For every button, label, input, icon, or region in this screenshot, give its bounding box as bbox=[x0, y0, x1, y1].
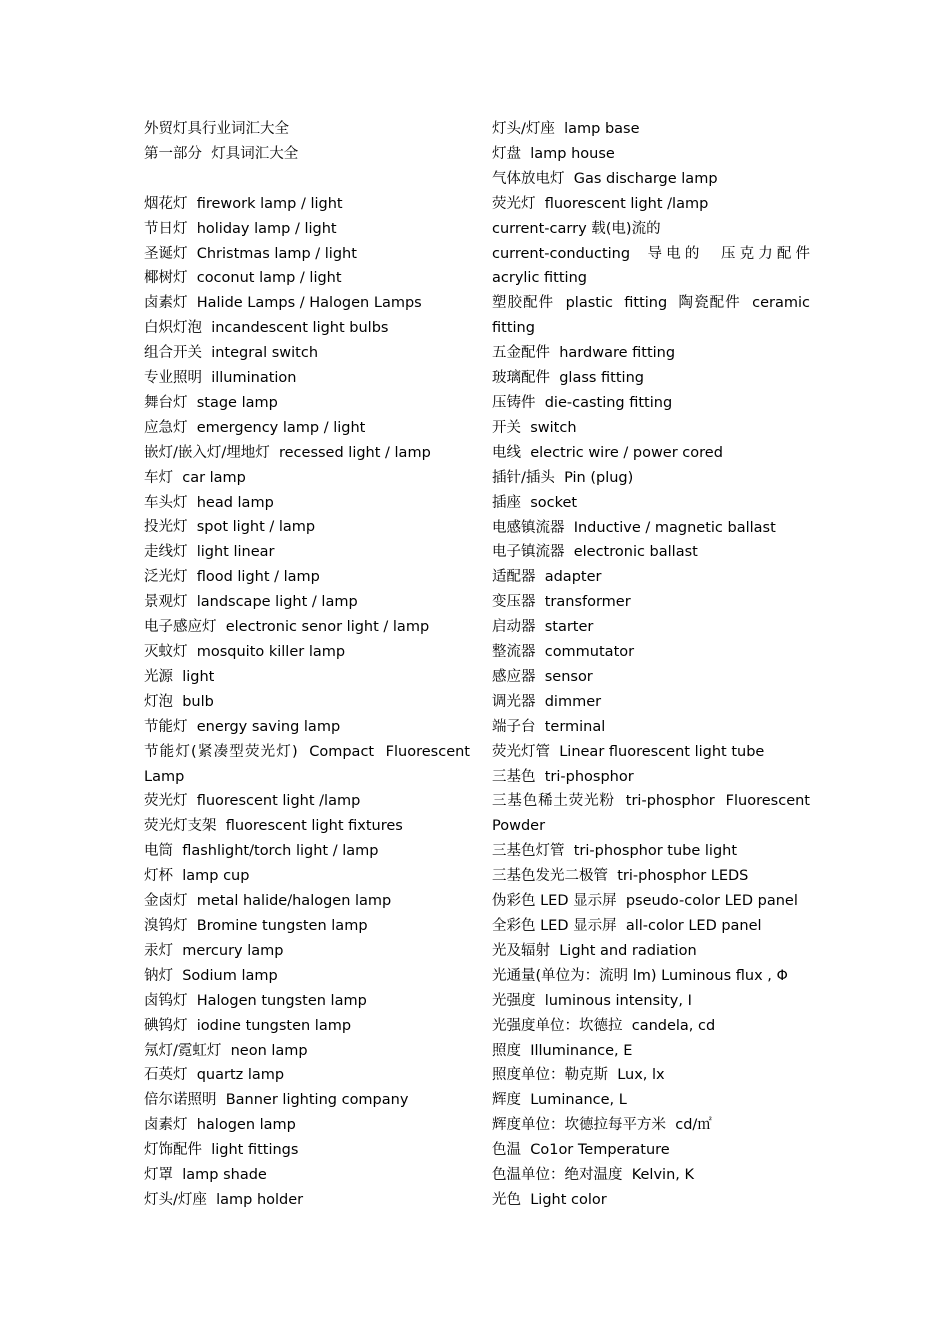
text-line: 插座 socket bbox=[492, 494, 578, 511]
left-column bbox=[144, 117, 470, 1213]
text-line: 车灯 car lamp bbox=[144, 469, 246, 486]
text-line: 光色 Light color bbox=[492, 1191, 607, 1208]
text-line: 节能灯 energy saving lamp bbox=[144, 718, 341, 735]
text-line: 插针/插头 Pin (plug) bbox=[492, 469, 634, 486]
text-line: 光源 light bbox=[144, 668, 215, 685]
text-line: 灯泡 bulb bbox=[144, 693, 214, 710]
text-line: 灭蚊灯 mosquito killer lamp bbox=[144, 644, 346, 661]
text-line: 整流器 commutator bbox=[492, 644, 635, 661]
blank-line bbox=[144, 167, 470, 192]
text-line: 电筒 flashlight/torch light / lamp bbox=[144, 843, 379, 860]
text-line: 压铸件 die-casting fitting bbox=[492, 394, 673, 411]
text-line: 感应器 sensor bbox=[492, 668, 593, 685]
text-line: 碘钨灯 iodine tungsten lamp bbox=[144, 1017, 352, 1034]
text-line: current-carry 载(电)流的 bbox=[492, 220, 661, 237]
text-line: current-conducting 导电的 压克力配件 bbox=[492, 245, 810, 262]
text-line: 三基色 tri-phosphor bbox=[492, 768, 634, 785]
text-line: 组合开关 integral switch bbox=[144, 345, 319, 362]
text-line: 开关 switch bbox=[492, 419, 577, 436]
text-line: 适配器 adapter bbox=[492, 569, 602, 586]
text-line: 氖灯/霓虹灯 neon lamp bbox=[144, 1042, 308, 1059]
text-line: 外贸灯具行业词汇大全 bbox=[144, 121, 289, 137]
text-line: 光强度单位：坎德拉 candela, cd bbox=[492, 1017, 716, 1034]
text-line: 车头灯 head lamp bbox=[144, 494, 274, 511]
text-line: 节日灯 holiday lamp / light bbox=[144, 220, 337, 237]
text-line: 卤素灯 Halide Lamps / Halogen Lamps bbox=[144, 295, 422, 312]
text-line: 色温 Co1or Temperature bbox=[492, 1142, 670, 1159]
text-line: 景观灯 landscape light / lamp bbox=[144, 594, 358, 611]
text-line: 投光灯 spot light / lamp bbox=[144, 519, 316, 536]
text-line: 气体放电灯 Gas discharge lamp bbox=[492, 170, 718, 187]
text-line: 泛光灯 flood light / lamp bbox=[144, 569, 320, 586]
text-line: 伪彩色 LED 显示屏 pseudo-color LED panel bbox=[492, 893, 798, 910]
text-line: 照度 Illuminance, E bbox=[492, 1042, 633, 1059]
text-line: 卤钨灯 Halogen tungsten lamp bbox=[144, 992, 367, 1009]
text-line: 电子镇流器 electronic ballast bbox=[492, 544, 698, 561]
text-line: 第一部分 灯具词汇大全 bbox=[144, 145, 299, 162]
text-line: 嵌灯/嵌入灯/埋地灯 recessed light / lamp bbox=[144, 444, 431, 461]
text-line: 圣诞灯 Christmas lamp / light bbox=[144, 245, 357, 262]
text-line: 汞灯 mercury lamp bbox=[144, 942, 284, 959]
text-line: 辉度 Luminance, L bbox=[492, 1092, 627, 1109]
text-line: 舞台灯 stage lamp bbox=[144, 394, 278, 411]
text-line: 照度单位：勒克斯 Lux, lx bbox=[492, 1067, 665, 1084]
text-line: 荧光灯管 Linear fluorescent light tube bbox=[492, 743, 765, 760]
text-line: 三基色灯管 tri-phosphor tube light bbox=[492, 843, 738, 860]
text-line: 钠灯 Sodium lamp bbox=[144, 967, 278, 984]
text-line: Lamp bbox=[144, 768, 185, 785]
text-line: 玻璃配件 glass fitting bbox=[492, 370, 644, 387]
text-line: 荧光灯 fluorescent light /lamp bbox=[492, 195, 709, 212]
text-line: 光强度 luminous intensity, I bbox=[492, 992, 692, 1009]
text-line: 卤素灯 halogen lamp bbox=[144, 1117, 296, 1134]
text-line: 灯罩 lamp shade bbox=[144, 1167, 267, 1184]
text-line: 辉度单位：坎德拉每平方米 cd/㎡ bbox=[492, 1117, 712, 1134]
text-line: 端子台 terminal bbox=[492, 718, 606, 735]
text-line: 灯盘 lamp house bbox=[492, 145, 615, 162]
text-line: 全彩色 LED 显示屏 all-color LED panel bbox=[492, 918, 762, 934]
text-line: 倍尔诺照明 Banner lighting company bbox=[144, 1092, 409, 1109]
text-line: Powder bbox=[492, 818, 546, 835]
text-line: 启动器 starter bbox=[492, 619, 594, 636]
text-line: 光及辐射 Light and radiation bbox=[492, 942, 697, 959]
text-line: 调光器 dimmer bbox=[492, 693, 602, 710]
text-line: 溴钨灯 Bromine tungsten lamp bbox=[144, 917, 368, 934]
text-line: 烟花灯 firework lamp / light bbox=[144, 195, 343, 212]
text-line: 变压器 transformer bbox=[492, 594, 631, 611]
text-line: 白炽灯泡 incandescent light bulbs bbox=[144, 320, 389, 337]
text-line: fitting bbox=[492, 320, 535, 337]
text-line: 色温单位：绝对温度 Kelvin, K bbox=[492, 1167, 694, 1184]
text-line: 荧光灯支架 fluorescent light fixtures bbox=[144, 818, 403, 835]
text-line: 节能灯(紧凑型荧光灯) Compact Fluorescent bbox=[144, 743, 470, 760]
text-line: 灯头/灯座 lamp holder bbox=[144, 1191, 304, 1208]
text-line: 金卤灯 metal halide/halogen lamp bbox=[144, 893, 392, 910]
text-line: 塑胶配件 plastic fitting 陶瓷配件 ceramic bbox=[492, 295, 810, 312]
text-line: 石英灯 quartz lamp bbox=[144, 1067, 285, 1084]
text-line: 专业照明 illumination bbox=[144, 370, 297, 387]
text-line: 电线 electric wire / power cored bbox=[492, 444, 723, 461]
text-line: 灯杯 lamp cup bbox=[144, 868, 250, 885]
text-line: 灯饰配件 light fittings bbox=[144, 1142, 299, 1159]
text-line: 五金配件 hardware fitting bbox=[492, 345, 676, 362]
text-line: 走线灯 light linear bbox=[144, 544, 275, 561]
text-line: 三基色发光二极管 tri-phosphor LEDS bbox=[492, 868, 749, 885]
text-line: 应急灯 emergency lamp / light bbox=[144, 419, 366, 436]
text-line: 三基色稀土荧光粉 tri-phosphor Fluorescent bbox=[492, 793, 810, 810]
text-line: 荧光灯 fluorescent light /lamp bbox=[144, 793, 361, 810]
text-line: 灯头/灯座 lamp base bbox=[492, 121, 640, 137]
text-line: 椰树灯 coconut lamp / light bbox=[144, 270, 342, 287]
text-line: 电子感应灯 electronic senor light / lamp bbox=[144, 619, 430, 636]
right-column bbox=[492, 117, 810, 1213]
text-line: 电感镇流器 Inductive / magnetic ballast bbox=[492, 519, 776, 536]
text-line: acrylic fitting bbox=[492, 270, 587, 287]
text-line: 光通量(单位为：流明 lm) Luminous flux , Φ bbox=[492, 967, 788, 984]
